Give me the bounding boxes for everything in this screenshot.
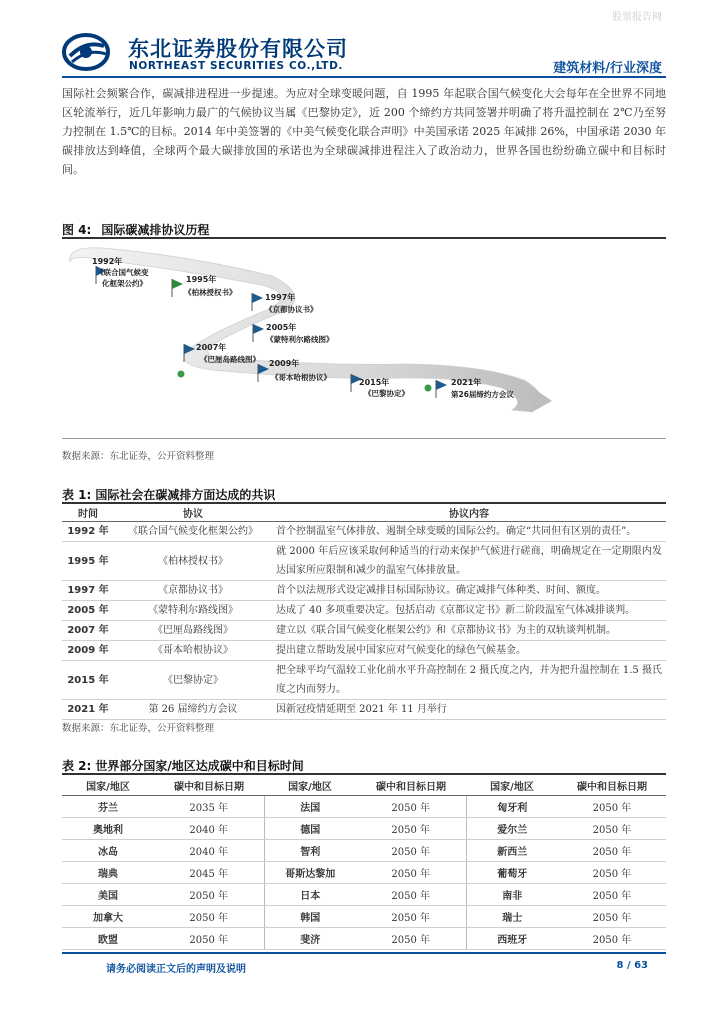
table-row bbox=[62, 700, 666, 720]
cell-date: 2050 年 bbox=[558, 928, 666, 950]
table-row bbox=[62, 601, 666, 621]
column-header: 国家/地区 bbox=[62, 775, 154, 796]
cell-content: 把全球平均气温较工业化前水平升高控制在 2 摄氏度之内，并为把升温控制在 1.5 摄氏度之内而努力。 bbox=[272, 661, 666, 700]
cell-country: 哥斯达黎加 bbox=[264, 862, 356, 884]
cell-year: 1997 年 bbox=[62, 581, 114, 601]
cell-country: 智利 bbox=[264, 840, 356, 862]
footer-disclaimer: 请务必阅读正文后的声明及说明 bbox=[106, 964, 246, 975]
table1-label: 表 1: bbox=[62, 488, 92, 502]
company-logo-icon bbox=[62, 32, 122, 72]
figure-source: 数据来源：东北证券，公开资料整理 bbox=[62, 451, 215, 462]
cell-date: 2050 年 bbox=[356, 796, 466, 818]
table-row bbox=[62, 906, 666, 928]
figure-top-rule bbox=[62, 237, 666, 239]
company-name-cn: 东北证券股份有限公司 bbox=[128, 37, 348, 61]
cell-agreement: 《巴厘岛路线图》 bbox=[114, 621, 272, 641]
column-header: 国家/地区 bbox=[466, 775, 558, 796]
cell-date: 2050 年 bbox=[154, 884, 264, 906]
column-header: 协议内容 bbox=[272, 504, 666, 522]
cell-date: 2050 年 bbox=[558, 796, 666, 818]
cell-country: 瑞士 bbox=[466, 906, 558, 928]
cell-country: 葡萄牙 bbox=[466, 862, 558, 884]
event-year: 2015年 bbox=[359, 378, 390, 387]
event-year: 2009年 bbox=[269, 359, 300, 368]
cell-date: 2050 年 bbox=[356, 818, 466, 840]
table-row bbox=[62, 641, 666, 661]
cell-date: 2050 年 bbox=[558, 862, 666, 884]
table2-title-text: 世界部分国家/地区达成碳中和目标时间 bbox=[95, 759, 304, 773]
event-year: 2021年 bbox=[451, 378, 482, 387]
intro-paragraph: 国际社会频繁合作，碳减排进程进一步提速。为应对全球变暖问题，自 1995 年起联合国气候变化大会每年在全世界不同地区轮流举行，近几年影响力最广的气候协议当属《巴黎协定》，近 200 个缔约方共同签署并明确了将升温控制在 2℃乃至努力控制在 1.5℃的目标。2014 年中美签署的《中美气候变化联合声明》中美国承诺 2025 年减排 26%，中国承诺 2030 年碳排放达到峰值，全球两个最大碳排放国的承诺也为全球碳减排进程注入了政治动力，世界各国也纷纷确立碳中和目标时间。 bbox=[62, 87, 666, 176]
cell-date: 2040 年 bbox=[154, 818, 264, 840]
company-name-en: NORTHEAST SECURITIES CO.,LTD. bbox=[129, 60, 343, 72]
watermark: 股票报告网 bbox=[612, 12, 662, 23]
cell-country: 韩国 bbox=[264, 906, 356, 928]
table1-title bbox=[62, 486, 275, 503]
cell-date: 2050 年 bbox=[558, 906, 666, 928]
event-year: 1995年 bbox=[186, 275, 217, 284]
cell-content: 首个控制温室气体排放、遏制全球变暖的国际公约。确定“共同但有区别的责任”。 bbox=[272, 522, 666, 542]
cell-date: 2050 年 bbox=[356, 906, 466, 928]
figure-title-text: 国际碳减排协议历程 bbox=[101, 223, 210, 237]
figure-title bbox=[62, 221, 209, 238]
table-row bbox=[62, 928, 666, 950]
cell-country: 爱尔兰 bbox=[466, 818, 558, 840]
cell-date: 2050 年 bbox=[558, 840, 666, 862]
cell-content: 首个以法规形式设定减排目标国际协议。确定减排气体种类、时间、额度。 bbox=[272, 581, 666, 601]
cell-agreement: 《哥本哈根协议》 bbox=[114, 641, 272, 661]
event-year: 1997年 bbox=[265, 293, 296, 302]
carbon-neutral-table bbox=[62, 775, 666, 950]
footer-divider bbox=[62, 952, 666, 954]
cell-country: 冰岛 bbox=[62, 840, 154, 862]
table-row bbox=[62, 796, 666, 818]
column-header: 国家/地区 bbox=[264, 775, 356, 796]
figure-bottom-rule bbox=[62, 438, 666, 439]
cell-content: 提出建立帮助发展中国家应对气候变化的绿色气候基金。 bbox=[272, 641, 666, 661]
column-header: 时间 bbox=[62, 504, 114, 522]
cell-country: 瑞典 bbox=[62, 862, 154, 884]
cell-agreement: 第 26 届缔约方会议 bbox=[114, 700, 272, 720]
timeline-graphic bbox=[62, 240, 666, 430]
table-row bbox=[62, 818, 666, 840]
cell-agreement: 《巴黎协定》 bbox=[114, 661, 272, 700]
figure-label: 图 4: bbox=[62, 223, 92, 237]
cell-country: 南非 bbox=[466, 884, 558, 906]
cell-year: 1995 年 bbox=[62, 542, 114, 581]
column-header: 碳中和目标日期 bbox=[558, 775, 666, 796]
cell-date: 2050 年 bbox=[558, 884, 666, 906]
cell-date: 2050 年 bbox=[356, 840, 466, 862]
cell-country: 美国 bbox=[62, 884, 154, 906]
cell-content: 达成了 40 多项重要决定。包括启动《京都议定书》新二阶段温室气体减排谈判。 bbox=[272, 601, 666, 621]
cell-date: 2050 年 bbox=[558, 818, 666, 840]
cell-content: 建立以《联合国气候变化框架公约》和《京都协议书》为主的双轨谈判机制。 bbox=[272, 621, 666, 641]
cell-country: 西班牙 bbox=[466, 928, 558, 950]
event-year: 2005年 bbox=[266, 323, 297, 332]
event-name: 《蒙特利尔路线图》 bbox=[266, 335, 334, 344]
cell-date: 2050 年 bbox=[154, 928, 264, 950]
timeline-figure bbox=[62, 240, 666, 430]
location-pin-icon bbox=[178, 371, 185, 378]
cell-country: 奥地利 bbox=[62, 818, 154, 840]
event-name: 第26届缔约方会议 bbox=[451, 390, 514, 399]
cell-date: 2040 年 bbox=[154, 840, 264, 862]
column-header: 协议 bbox=[114, 504, 272, 522]
event-year: 1992年 bbox=[92, 257, 123, 266]
cell-agreement: 《柏林授权书》 bbox=[114, 542, 272, 581]
cell-country: 法国 bbox=[264, 796, 356, 818]
event-name: 《巴厘岛路线图》 bbox=[200, 355, 260, 364]
cell-content: 因新冠疫情延期至 2021 年 11 月举行 bbox=[272, 700, 666, 720]
cell-country: 斐济 bbox=[264, 928, 356, 950]
table-row bbox=[62, 862, 666, 884]
consensus-table bbox=[62, 504, 666, 720]
cell-country: 德国 bbox=[264, 818, 356, 840]
cell-country: 匈牙利 bbox=[466, 796, 558, 818]
cell-year: 2015 年 bbox=[62, 661, 114, 700]
cell-year: 2021 年 bbox=[62, 700, 114, 720]
cell-date: 2050 年 bbox=[356, 884, 466, 906]
column-header: 碳中和目标日期 bbox=[356, 775, 466, 796]
table-row bbox=[62, 542, 666, 581]
cell-date: 2045 年 bbox=[154, 862, 264, 884]
table2-title bbox=[62, 757, 304, 774]
header-divider bbox=[62, 76, 666, 78]
table-header-row bbox=[62, 775, 666, 796]
event-name: 《哥本哈根协议》 bbox=[271, 373, 331, 382]
event-name-cont: 化框架公约》 bbox=[102, 279, 147, 288]
table-row bbox=[62, 661, 666, 700]
table2-label: 表 2: bbox=[62, 759, 92, 773]
table-row bbox=[62, 522, 666, 542]
report-category: 建筑材料/行业深度 bbox=[553, 61, 662, 76]
cell-country: 欧盟 bbox=[62, 928, 154, 950]
cell-country: 芬兰 bbox=[62, 796, 154, 818]
cell-year: 2009 年 bbox=[62, 641, 114, 661]
cell-country: 新西兰 bbox=[466, 840, 558, 862]
event-2005 bbox=[253, 322, 334, 344]
event-name: 《巴黎协定》 bbox=[364, 389, 409, 398]
cell-year: 2007 年 bbox=[62, 621, 114, 641]
cell-agreement: 《蒙特利尔路线图》 bbox=[114, 601, 272, 621]
table-row bbox=[62, 884, 666, 906]
table-header-row bbox=[62, 504, 666, 522]
event-name: 《京都协议书》 bbox=[265, 305, 318, 314]
cell-date: 2035 年 bbox=[154, 796, 264, 818]
cell-year: 2005 年 bbox=[62, 601, 114, 621]
cell-content: 就 2000 年后应该采取何种适当的行动来保护气候进行磋商，明确规定在一定期限内发达国家所应限制和减少的温室气体排放量。 bbox=[272, 542, 666, 581]
cell-agreement: 《京都协议书》 bbox=[114, 581, 272, 601]
cell-agreement: 《联合国气候变化框架公约》 bbox=[114, 522, 272, 542]
cell-date: 2050 年 bbox=[356, 928, 466, 950]
cell-country: 日本 bbox=[264, 884, 356, 906]
table-row bbox=[62, 581, 666, 601]
table-row bbox=[62, 840, 666, 862]
table1-title-text: 国际社会在碳减排方面达成的共识 bbox=[95, 488, 276, 502]
column-header: 碳中和目标日期 bbox=[154, 775, 264, 796]
cell-date: 2050 年 bbox=[356, 862, 466, 884]
location-pin-icon bbox=[425, 385, 432, 392]
table-row bbox=[62, 621, 666, 641]
table1-source: 数据来源：东北证券，公开资料整理 bbox=[62, 723, 215, 734]
cell-country: 加拿大 bbox=[62, 906, 154, 928]
event-name: 《联合国气候变 bbox=[96, 268, 149, 277]
event-name: 《柏林授权书》 bbox=[184, 288, 237, 297]
page-number: 8 / 63 bbox=[616, 960, 648, 971]
cell-year: 1992 年 bbox=[62, 522, 114, 542]
event-year: 2007年 bbox=[196, 343, 227, 352]
cell-date: 2050 年 bbox=[154, 906, 264, 928]
